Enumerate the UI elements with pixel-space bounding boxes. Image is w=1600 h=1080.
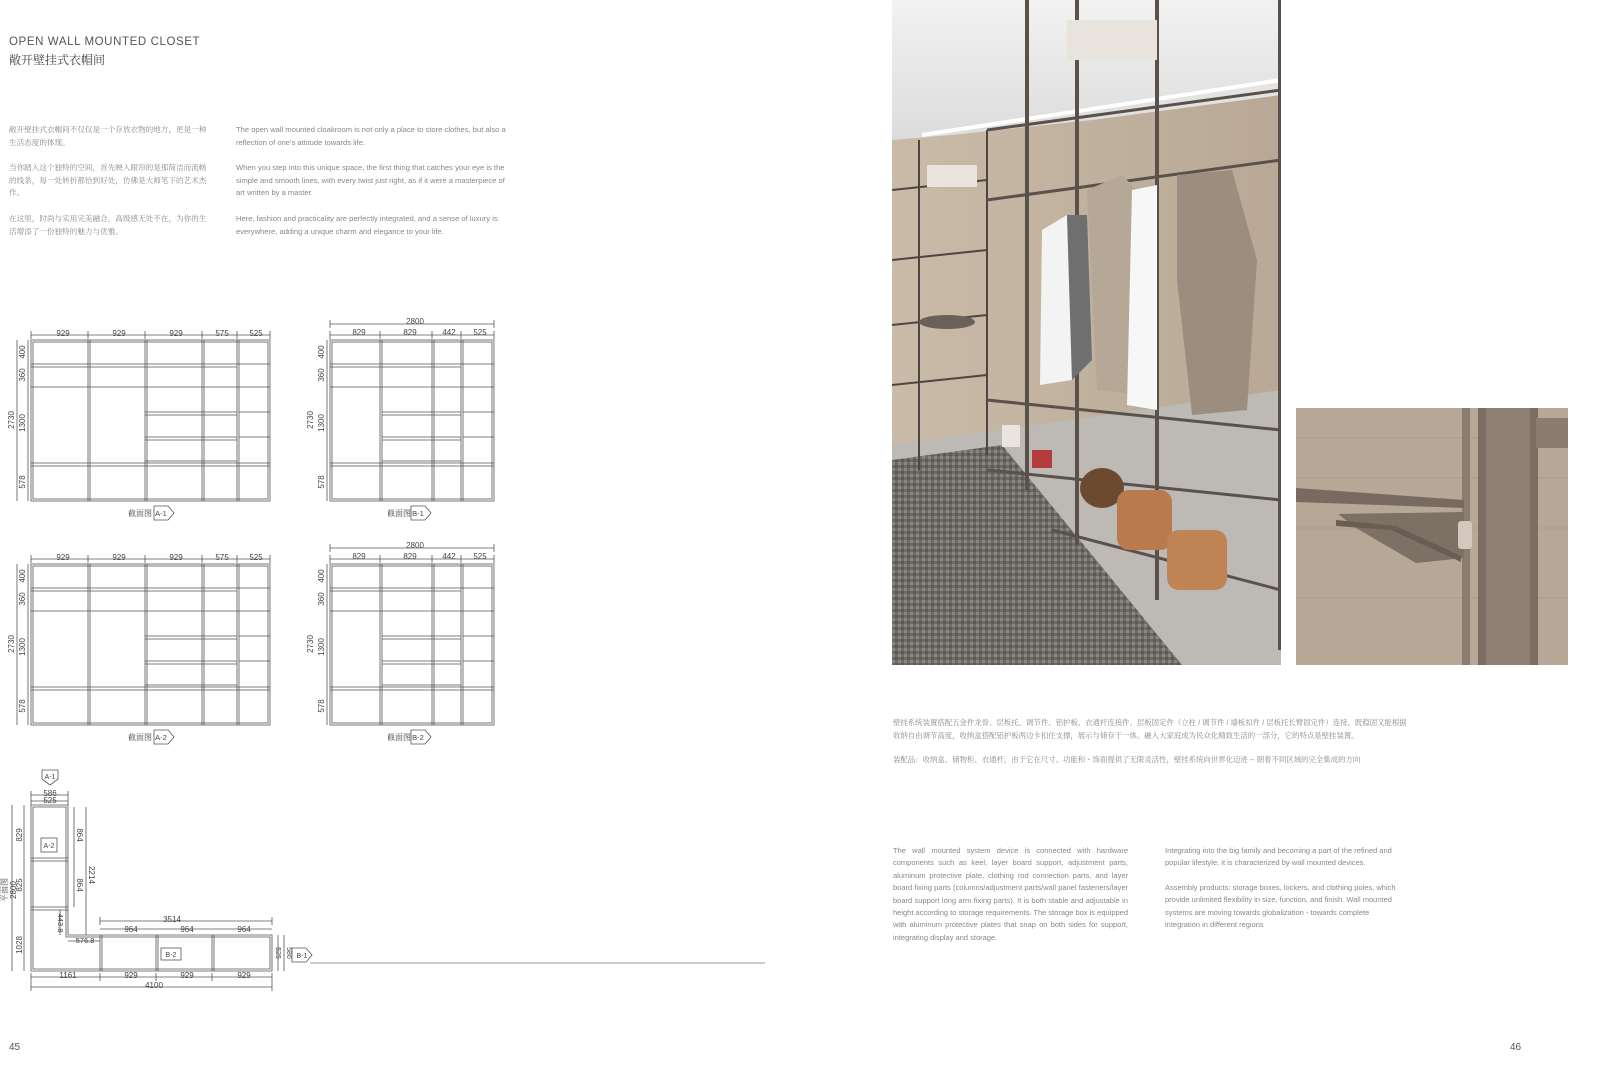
b1-w3: 442 <box>442 328 456 337</box>
plan-dim-864a: 864 <box>75 828 84 842</box>
b1-h2: 360 <box>317 368 326 382</box>
a1-w1: 929 <box>56 329 70 338</box>
a2-h2: 360 <box>18 592 27 606</box>
plan-dim-443: 443.8 <box>56 913 65 933</box>
bracket-detail-photo <box>1296 408 1568 665</box>
plan-tag-b1: B-1 <box>296 953 308 960</box>
b2-tag-text: B-2 <box>412 733 424 742</box>
b2-w2: 829 <box>403 552 417 561</box>
b1-w4: 525 <box>473 328 487 337</box>
b2-total: 2730 <box>306 635 315 653</box>
a1-total: 2730 <box>7 411 16 429</box>
b1-w1: 829 <box>352 328 366 337</box>
b1-w2: 829 <box>403 328 417 337</box>
intro-en <box>236 124 512 251</box>
a1-h2: 360 <box>18 368 27 382</box>
intro-cn-p1: 敞开壁挂式衣帽间不仅仅是一个存放衣物的地方，更是一种生活态度的体现。 <box>9 125 207 147</box>
description-en-left: The wall mounted system device is connected with hardware components such as keel, layer board support, adjustment parts, aluminum protective plate, clothing rod connection parts, and layer board fixing parts (columns/adjustment parts/wall panel fasteners/layer board support long arm fixing parts). It is both stable and adjustable in height according to storage requirements. The storage box is equipped with aluminum protective plates that snap on both sides for support, integrating display and storage. <box>893 846 1129 942</box>
a1-w3: 929 <box>169 329 183 338</box>
b1-tag <box>411 506 431 520</box>
intro-cn <box>9 124 209 251</box>
a1-label: 截面图 <box>128 509 152 518</box>
intro-cn-p2: 当你踏入这个独特的空间，首先映入眼帘的是那简洁而流畅的线条，每一处转折都恰到好处，仿佛是大师笔下的艺术杰作。 <box>9 163 207 198</box>
title-en: OPEN WALL MOUNTED CLOSET <box>9 36 201 48</box>
b1-label: 截面图 <box>387 509 411 518</box>
intro-cn-p3: 在这里，时尚与实用完美融合，高级感无处不在，为你的生活增添了一份独特的魅力与优雅。 <box>9 213 207 236</box>
b1-total-w: 2800 <box>406 317 424 326</box>
b1-h4: 578 <box>317 475 326 489</box>
b2-tag <box>411 730 431 744</box>
plan-dim-3514: 3514 <box>163 915 181 924</box>
plan-dim-1161: 1161 <box>59 971 77 980</box>
a2-w4: 575 <box>215 553 229 562</box>
description-cn-p1: 壁挂系统装置搭配五金件龙骨、层板托、调节件、铝护板、衣通杆连接件、层板固定件（立柱 / 调节件 / 墙板扣件 / 层板托长臂固定件）连接，既稳固又能根据收纳自由调节高度，收纳盒搭配铝护板两边卡扣住支撑，展示与储存于一体。融入大家庭成为民众化精致生活的一部分，它的特点是壁挂装置。 <box>893 718 1407 740</box>
plan-tag-b2: B-2 <box>165 952 177 959</box>
a2-w5: 525 <box>249 553 263 562</box>
plan-dim-964a: 964 <box>124 925 138 934</box>
description-en-right-p2: Assembly products: storage boxes, lockers, and clothing poles, which provide unlimited flexibility in size, function, and finish. Wall mounted systems are moving towards globalization - towards complete integration in different regions <box>1165 882 1396 930</box>
description-en-right-p1: Integrating into the big family and becoming a part of the refined and popular lifestyle, it is characterized by wall mounted devices. <box>1165 846 1392 868</box>
plan-dim-586-right: 586 <box>285 947 292 959</box>
a1-h3: 1300 <box>18 414 27 432</box>
page-number-left: 45 <box>9 1042 21 1053</box>
a1-w5: 525 <box>249 329 263 338</box>
page-number-right: 46 <box>1510 1042 1522 1053</box>
intro-en-p2: When you step into this unique space, the first thing that catches your eye is the simple and smooth lines, with every twist just right, as if it were a masterpiece of art written by a master. <box>236 163 505 198</box>
a2-w3: 929 <box>169 553 183 562</box>
plan-tag-a1: A-1 <box>44 774 56 781</box>
a1-tag-text: A-1 <box>155 509 167 518</box>
a1-h4: 578 <box>18 475 27 489</box>
a2-h4: 578 <box>18 699 27 713</box>
a1-w2: 929 <box>112 329 126 338</box>
plan-side-label: 平面图 <box>0 878 9 902</box>
b1-h3: 1300 <box>317 414 326 432</box>
plan-dim-929a: 929 <box>124 971 138 980</box>
plan-dim-929b: 929 <box>180 971 194 980</box>
a2-tag-text: A-2 <box>155 733 167 742</box>
elevation-drawings <box>0 305 520 760</box>
plan-dim-825: 825 <box>15 878 24 892</box>
b2-h2: 360 <box>317 592 326 606</box>
b1-total: 2730 <box>306 411 315 429</box>
plan-dim-525-right: 525 <box>274 947 281 959</box>
plan-dim-1028: 1028 <box>15 936 24 954</box>
description-cn-p2: 装配品：收纳盒、储物柜、衣通杆，由于它在尺寸、功能和・饰面提供了无限灵活性，壁挂系统向世界化迈进 -- 朝着不同区域的完全集成的方向 <box>893 755 1361 764</box>
plan-dim-4100: 4100 <box>145 981 163 990</box>
b2-total-w: 2800 <box>406 541 424 550</box>
drawing-a1 <box>17 331 270 501</box>
a2-tag <box>154 730 174 744</box>
plan-dim-964c: 964 <box>237 925 251 934</box>
a2-total: 2730 <box>7 635 16 653</box>
plan-dim-864b: 864 <box>75 878 84 892</box>
b1-h1: 400 <box>317 345 326 359</box>
plan-dim-964b: 964 <box>180 925 194 934</box>
a1-h1: 400 <box>18 345 27 359</box>
a2-label: 截面图 <box>128 733 152 742</box>
a2-w2: 929 <box>112 553 126 562</box>
a2-h1: 400 <box>18 569 27 583</box>
plan-dim-929c: 929 <box>237 971 251 980</box>
b2-h3: 1300 <box>317 638 326 656</box>
plan-dim-586-top: 586 <box>43 789 57 798</box>
plan-dim-576: 576.8 <box>75 936 95 945</box>
a2-w1: 929 <box>56 553 70 562</box>
intro-en-p1: The open wall mounted cloakroom is not only a place to store clothes, but also a reflection of one's attitude towards life. <box>236 125 506 147</box>
b2-h4: 578 <box>317 699 326 713</box>
plan-dim-829: 829 <box>15 828 24 842</box>
plan-dim-2214: 2214 <box>87 866 96 884</box>
b2-label: 截面图 <box>387 733 411 742</box>
a1-w4: 575 <box>215 329 229 338</box>
plan-dim-2800: 2800 <box>9 881 18 899</box>
drawing-a2 <box>17 555 270 725</box>
floor-plan <box>0 765 780 1025</box>
plan-dim-525-top: 525 <box>43 796 57 805</box>
b2-w4: 525 <box>473 552 487 561</box>
closet-photo <box>892 0 1281 665</box>
description-en-right <box>1165 845 1405 943</box>
description-cn <box>893 717 1413 779</box>
b2-w1: 829 <box>352 552 366 561</box>
title-cn: 敞开壁挂式衣帽间 <box>9 53 106 67</box>
intro-en-p3: Here, fashion and practicality are perfectly integrated, and a sense of luxury is everywhere, adding a unique charm and elegance to your life. <box>236 213 498 236</box>
drawing-b2 <box>327 544 494 725</box>
drawing-b1 <box>327 320 494 501</box>
b2-h1: 400 <box>317 569 326 583</box>
a1-tag <box>154 506 174 520</box>
b2-w3: 442 <box>442 552 456 561</box>
plan-tag-a2: A-2 <box>43 843 55 850</box>
a2-h3: 1300 <box>18 638 27 656</box>
b1-tag-text: B-1 <box>412 509 424 518</box>
